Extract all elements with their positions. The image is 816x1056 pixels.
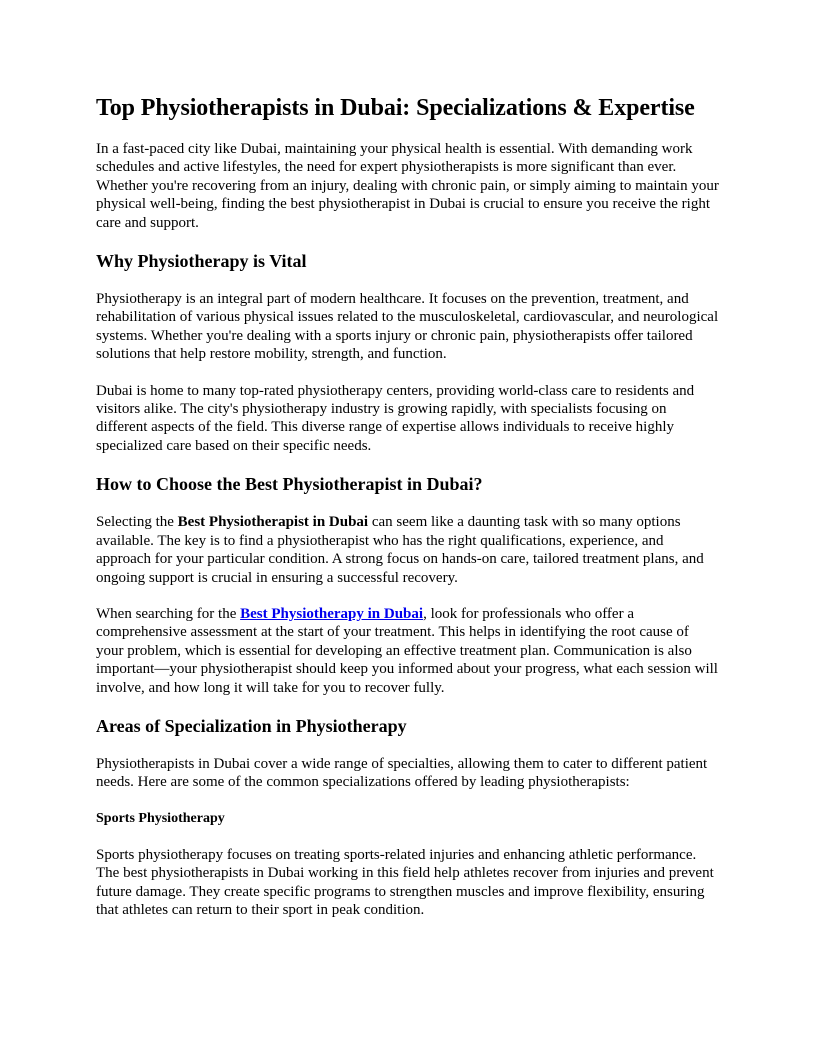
choose-p1-before: Selecting the xyxy=(96,514,178,531)
choose-p1-after: can seem like a daunting task with so many options available. The key is to find a physiotherapist who has the right qualifications, experience, and approach for your particular condition. A strong focus on hands-on care, tailored treatment plans, and ongoing support is crucial in ensuring a successful recovery. xyxy=(96,514,704,586)
why-paragraph-1: Physiotherapy is an integral part of modern healthcare. It focuses on the prevention, treatment, and rehabilitation of various physical issues related to the musculoskeletal, cardiovascular, and neurological systems. Whether you're dealing with a sports injury or chronic pain, physiotherapists offer tailored solutions that help restore mobility, strength, and function. xyxy=(96,291,719,363)
best-physiotherapy-link[interactable]: Best Physiotherapy in Dubai xyxy=(240,605,424,622)
section-heading-areas: Areas of Specialization in Physiotherapy xyxy=(96,715,407,736)
sports-paragraph: Sports physiotherapy focuses on treating sports-related injuries and enhancing athletic performance. The best physiotherapists in Dubai working in this field help athletes recover from injuries and prevent future damage. They create specific programs to strengthen muscles and improve flexibility, ensuring that athletes can return to their sport in peak condition. xyxy=(96,846,714,918)
sub-heading-sports: Sports Physiotherapy xyxy=(96,810,225,826)
why-paragraph-2: Dubai is home to many top-rated physiotherapy centers, providing world-class care to residents and visitors alike. The city's physiotherapy industry is growing rapidly, with specialists focusing on different aspects of the field. This diverse range of expertise allows individuals to receive highly specialized care based on their specific needs. xyxy=(96,382,695,454)
choose-p2-after: , look for professionals who offer a comprehensive assessment at the start of your treatment. This helps in identifying the root cause of your problem, which is essential for developing an effective treatment plan. Communication is also important—your physiotherapist should keep you informed about your progress, what each session will involve, and how long it will take for you to recover fully. xyxy=(96,605,718,696)
areas-paragraph-1: Physiotherapists in Dubai cover a wide range of specialties, allowing them to cater to different patient needs. Here are some of the common specializations offered by leading physiotherapists: xyxy=(96,755,708,791)
page-title: Top Physiotherapists in Dubai: Specializations & Expertise xyxy=(96,95,695,121)
section-heading-choose: How to Choose the Best Physiotherapist in Dubai? xyxy=(96,474,483,495)
choose-p2-before: When searching for the xyxy=(96,605,241,622)
intro-paragraph: In a fast-paced city like Dubai, maintaining your physical health is essential. With demanding work schedules and active lifestyles, the need for expert physiotherapists is more significant than ever. Whether you're recovering from an injury, dealing with chronic pain, or simply aiming to maintain your physical well-being, finding the best physiotherapist in Dubai is crucial to ensure you receive the right care and support. xyxy=(96,141,719,231)
choose-p1-bold: Best Physiotherapist in Dubai xyxy=(177,514,369,531)
choose-paragraph-1 xyxy=(96,513,720,587)
section-heading-why: Why Physiotherapy is Vital xyxy=(96,251,307,272)
choose-paragraph-2 xyxy=(96,605,720,697)
